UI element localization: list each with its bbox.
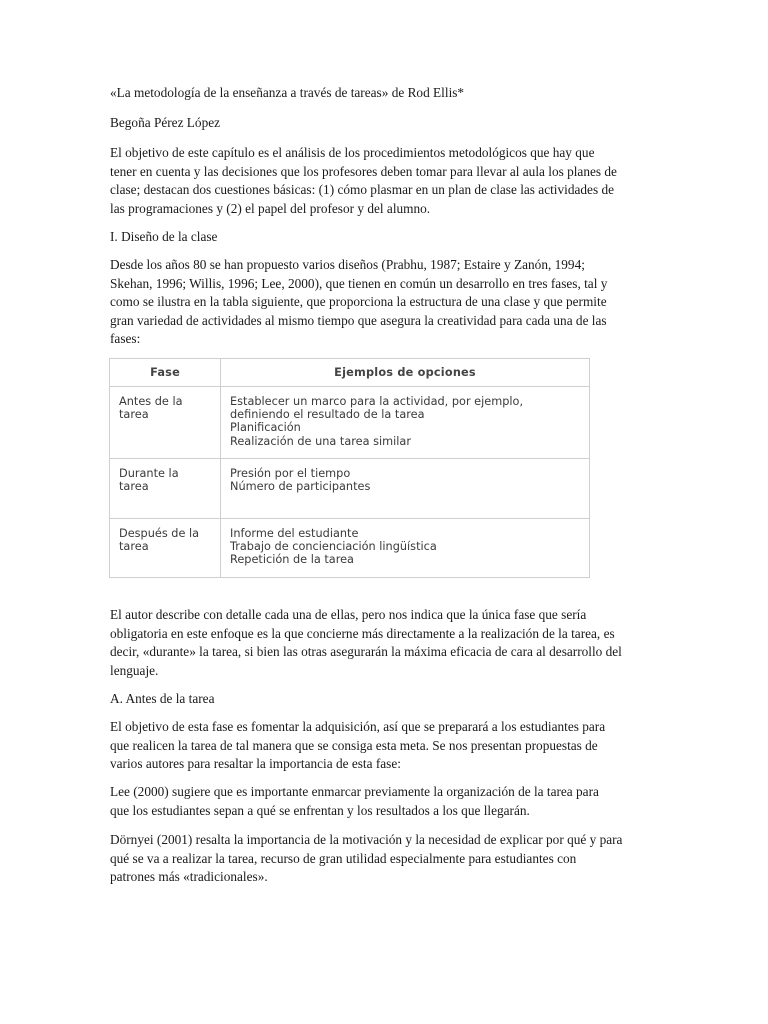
paragraph-line: gran variedad de actividades al mismo tiempo que asegura la creatividad para cada una de las [110, 312, 607, 328]
paragraph-line: las programaciones y (2) el papel del profesor y del alumno. [110, 200, 431, 216]
cell-text: Presión por el tiempo [230, 467, 351, 480]
table-header-row [110, 359, 589, 387]
cell-text: tarea [119, 480, 149, 494]
paragraph-line: patrones más «tradicionales». [110, 869, 268, 884]
paragraph-line: como se ilustra en la tabla siguiente, que proporciona la estructura de una clase y que permite [110, 294, 607, 309]
paragraph-line: Skehan, 1996; Willis, 1996; Lee, 2000), que tienen en común un desarrollo en tres fases, tal y [110, 275, 608, 291]
section-1-paragraph [110, 256, 658, 349]
cell-text: Planificación [230, 421, 301, 435]
cell-text: tarea [119, 540, 149, 554]
fase-cell [110, 387, 221, 459]
paragraph-line: qué se va a realizar la tarea, recurso de gran utilidad especialmente para estudiantes con [110, 850, 577, 866]
opciones-cell [221, 459, 590, 519]
table-row [110, 459, 589, 519]
paragraph-line: El objetivo de esta fase es fomentar la adquisición, así que se preparará a los estudiantes para [110, 719, 606, 734]
table-row [110, 387, 589, 459]
intro-paragraph [110, 144, 658, 218]
after-table-paragraph [110, 606, 658, 680]
paragraph-line: clase; destacan dos cuestiones básicas: (1) cómo plasmar en un plan de clase las actividades de [110, 182, 614, 197]
paragraph-line: decir, «durante» la tarea, si bien las otras asegurarán la máxima eficacia de cara al desarrollo del [110, 644, 622, 659]
heading-line: I. Diseño de la clase [110, 229, 218, 244]
cell-text: Antes de la [119, 395, 183, 408]
paragraph-line: Lee (2000) sugiere que es importante enmarcar previamente la organización de la tarea para [110, 784, 599, 799]
paragraph-line: fases: [110, 331, 141, 346]
author-line: Begoña Pérez López [110, 115, 221, 130]
cell-text: Realización de una tarea similar [230, 434, 411, 448]
paragraph-line: obligatoria en este enfoque es la que concierne más directamente a la realización de la tarea, es [110, 625, 615, 641]
cell-text: Durante la [119, 467, 179, 480]
cell-text: Establecer un marco para la actividad, por ejemplo, [230, 395, 524, 408]
table-row [110, 519, 589, 578]
paragraph-line: Dörnyei (2001) resalta la importancia de la motivación y la necesidad de explicar por qué y para [110, 832, 623, 847]
paragraph-line: El autor describe con detalle cada una de ellas, pero nos indica que la única fase que sería [110, 607, 587, 622]
paragraph-line: varios autores para resaltar la importancia de esta fase: [110, 756, 401, 771]
paragraph-line: que los estudiantes sepan a qué se enfrentan y los resultados a los que llegarán. [110, 802, 530, 818]
section-a-paragraph [110, 718, 658, 774]
cell-text: Después de la [119, 527, 200, 540]
header-ejemplos: Ejemplos de opciones [221, 359, 590, 387]
opciones-cell [221, 519, 590, 578]
lee-paragraph [110, 783, 658, 820]
paragraph-line: El objetivo de este capítulo es el análisis de los procedimientos metodológicos que hay que [110, 145, 595, 160]
section-heading-diseno [110, 228, 658, 247]
paragraph-line: tener en cuenta y las decisiones que los profesores deben tomar para llevar al aula los planes de [110, 163, 617, 179]
cell-text: Repetición de la tarea [230, 553, 354, 567]
cell-text: Trabajo de concienciación lingüística [230, 540, 437, 554]
fase-cell [110, 459, 221, 519]
opciones-cell [221, 387, 590, 459]
paragraph-line: Desde los años 80 se han propuesto varios diseños (Prabhu, 1987; Estaire y Zanón, 1994; [110, 257, 585, 272]
fase-cell [110, 519, 221, 578]
heading-line: A. Antes de la tarea [110, 691, 215, 706]
cell-text: tarea [119, 408, 149, 422]
header-fase: Fase [110, 359, 221, 387]
paragraph-line: que realicen la tarea de tal manera que se consiga esta meta. Se nos presentan propuestas de [110, 737, 598, 753]
cell-text: Informe del estudiante [230, 527, 359, 540]
paragraph-line: lenguaje. [110, 662, 159, 678]
section-heading-antes [110, 690, 658, 709]
title-line: «La metodología de la enseñanza a través de tareas» de Rod Ellis* [110, 85, 465, 100]
phases-table [109, 358, 590, 578]
author-name [110, 114, 658, 133]
cell-text: definiendo el resultado de la tarea [230, 408, 425, 422]
cell-text: Número de participantes [230, 480, 371, 494]
phases-table-grid [110, 359, 589, 577]
dornyei-paragraph [110, 831, 658, 887]
document-title [110, 84, 658, 103]
